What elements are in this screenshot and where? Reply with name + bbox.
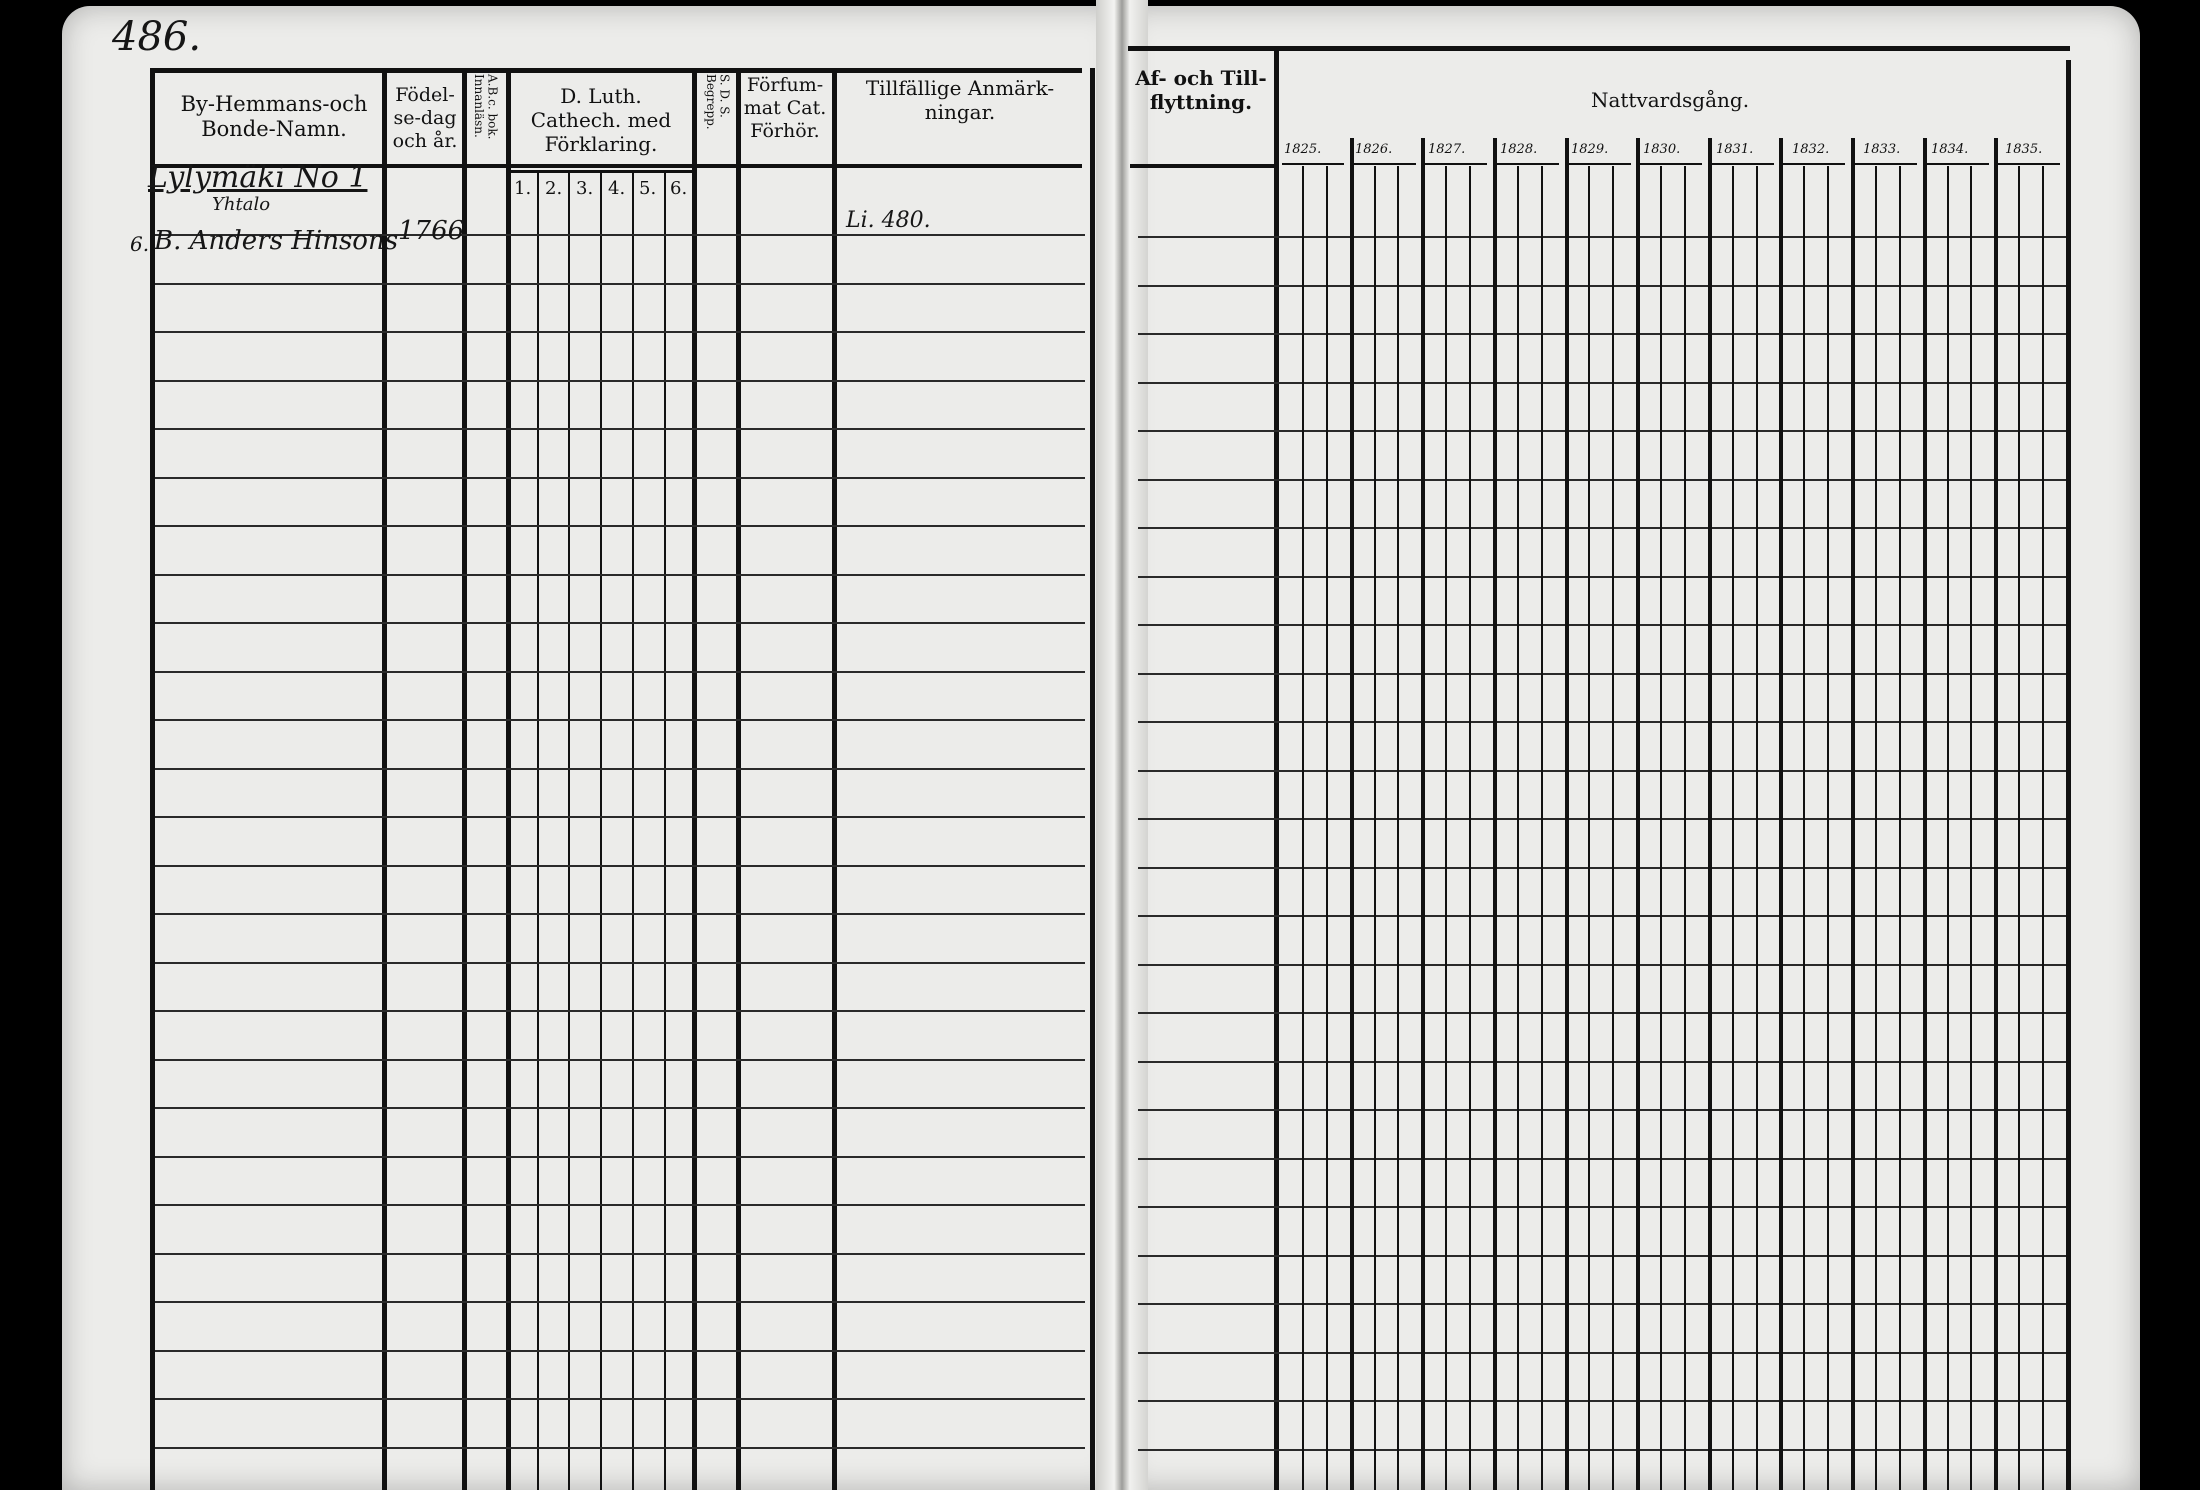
year-label-underline [1783, 163, 1845, 165]
year-label-underline [1425, 163, 1487, 165]
col-divider-sds [736, 68, 741, 1490]
year-label-underline [1569, 163, 1631, 165]
catech-number-1: 1. [514, 178, 532, 199]
year-subcolumn-line [1517, 166, 1519, 1490]
year-1831: 1831. [1716, 142, 1754, 157]
year-1826: 1826. [1355, 142, 1393, 157]
col-divider-catech-2 [568, 172, 570, 1490]
col-divider-forfum [832, 68, 837, 1490]
year-1827: 1827. [1428, 142, 1466, 157]
year-column-divider [1779, 138, 1783, 1490]
left-row-rule [155, 331, 1085, 333]
year-subcolumn-line [1541, 166, 1543, 1490]
entry-remark: Li. 480. [846, 208, 931, 233]
year-1832: 1832. [1792, 142, 1830, 157]
year-subcolumn-line [1397, 166, 1399, 1490]
year-subcolumn-line [1803, 166, 1805, 1490]
year-column-divider [1493, 138, 1497, 1490]
year-subcolumn-line [1970, 166, 1972, 1490]
year-1828: 1828. [1500, 142, 1538, 157]
col-divider-moves [1274, 46, 1279, 1490]
left-row-rule [155, 1301, 1085, 1303]
year-1834: 1834. [1931, 142, 1969, 157]
year-label-underline [1927, 163, 1989, 165]
col-divider-birth [462, 68, 467, 1490]
left-row-rule [155, 1010, 1085, 1012]
left-row-rule [155, 865, 1085, 867]
year-subcolumn-line [1875, 166, 1877, 1490]
col-divider-catech-5 [664, 172, 666, 1490]
year-subcolumn-line [1899, 166, 1901, 1490]
year-label-underline [1855, 163, 1917, 165]
page-number: 486. [112, 14, 202, 60]
left-row-rule [155, 913, 1085, 915]
year-label-underline [1998, 163, 2060, 165]
year-label-underline [1712, 163, 1774, 165]
year-subcolumn-line [1588, 166, 1590, 1490]
left-row-rule [155, 283, 1085, 285]
year-1829: 1829. [1571, 142, 1609, 157]
header-forfum: Förfum- mat Cat. Förhör. [743, 74, 827, 142]
year-column-divider [1565, 138, 1569, 1490]
year-1835: 1835. [2005, 142, 2043, 157]
catech-number-3: 3. [576, 178, 594, 199]
year-label-underline [1497, 163, 1559, 165]
year-subcolumn-line [1612, 166, 1614, 1490]
left-row-rule [155, 1253, 1085, 1255]
left-row-rule [155, 525, 1085, 527]
year-1825: 1825. [1284, 142, 1322, 157]
left-row-rule [155, 671, 1085, 673]
left-row-rule [155, 428, 1085, 430]
year-column-divider [1923, 138, 1927, 1490]
year-subcolumn-line [1302, 166, 1304, 1490]
entry-farm-name: Lylymäki No 1 [148, 160, 368, 195]
year-column-divider [1636, 138, 1640, 1490]
entry-row-number: 6. [130, 232, 150, 256]
catech-number-5: 5. [639, 178, 657, 199]
year-subcolumn-line [1684, 166, 1686, 1490]
right-top-border [1128, 46, 2070, 51]
right-moves-header-bottom [1130, 164, 1276, 168]
col-divider-catech-1 [537, 172, 539, 1490]
right-border-line [2066, 60, 2071, 1490]
header-remarks: Tillfällige Anmärk- ningar. [865, 76, 1055, 124]
catech-number-4: 4. [608, 178, 626, 199]
col-divider-abc [506, 68, 511, 1490]
header-abc: A.B.c. bok. Innanläsn. [472, 74, 500, 140]
year-column-divider [1851, 138, 1855, 1490]
year-1833: 1833. [1863, 142, 1901, 157]
year-subcolumn-line [2018, 166, 2020, 1490]
header-birth: Födel- se-dag och år. [392, 84, 458, 152]
header-catech: D. Luth. Cathech. med Förklaring. [530, 84, 672, 156]
left-row-rule [155, 1204, 1085, 1206]
entry-birth-year: 1766 [398, 216, 465, 246]
year-subcolumn-line [1326, 166, 1328, 1490]
col-divider-catech-3 [600, 172, 602, 1490]
year-subcolumn-line [2042, 166, 2044, 1490]
col-divider-village [382, 68, 387, 1490]
year-subcolumn-line [1445, 166, 1447, 1490]
year-label-underline [1640, 163, 1702, 165]
left-row-rule [155, 1156, 1085, 1158]
left-row-rule [155, 574, 1085, 576]
left-row-rule [155, 719, 1085, 721]
year-column-divider [1994, 138, 1998, 1490]
header-communion: Nattvardsgång. [1590, 88, 1750, 112]
col-divider-catech [692, 68, 697, 1490]
left-row-rule [155, 1350, 1085, 1352]
year-label-underline [1282, 163, 1344, 165]
year-subcolumn-line [1732, 166, 1734, 1490]
year-subcolumn-line [1374, 166, 1376, 1490]
col-divider-remarks-right [1090, 68, 1095, 1490]
year-subcolumn-line [1469, 166, 1471, 1490]
catech-number-2: 2. [545, 178, 563, 199]
book-gutter [1096, 0, 1148, 1490]
col-divider-catech-4 [632, 172, 634, 1490]
left-row-rule [155, 477, 1085, 479]
catech-subheader-line [508, 170, 692, 173]
header-village: By-Hemmans-och Bonde-Namn. [180, 92, 368, 142]
year-label-underline [1354, 163, 1416, 165]
year-column-divider [1708, 138, 1712, 1490]
catech-number-6: 6. [670, 178, 688, 199]
year-1830: 1830. [1643, 142, 1681, 157]
year-column-divider [1350, 138, 1354, 1490]
left-row-rule [155, 1059, 1085, 1061]
left-row-rule [155, 622, 1085, 624]
left-row-rule [155, 1447, 1085, 1449]
left-row-rule [155, 768, 1085, 770]
header-sds: S. D. S. Begrepp. [704, 74, 732, 130]
left-row-rule [155, 380, 1085, 382]
year-subcolumn-line [1827, 166, 1829, 1490]
left-row-rule [155, 1398, 1085, 1400]
year-subcolumn-line [1947, 166, 1949, 1490]
year-subcolumn-line [1660, 166, 1662, 1490]
year-column-divider [1421, 138, 1425, 1490]
header-moves: Af- och Till- flyttning. [1135, 66, 1267, 114]
entry-person-name: B. Anders Hinsons [154, 226, 399, 256]
left-row-rule [155, 816, 1085, 818]
left-top-border [152, 68, 1082, 73]
year-subcolumn-line [1756, 166, 1758, 1490]
entry-farm-subname: Yhtalo [212, 194, 271, 215]
left-row-rule [155, 1107, 1085, 1109]
left-row-rule [155, 962, 1085, 964]
left-border-line [150, 68, 155, 1490]
